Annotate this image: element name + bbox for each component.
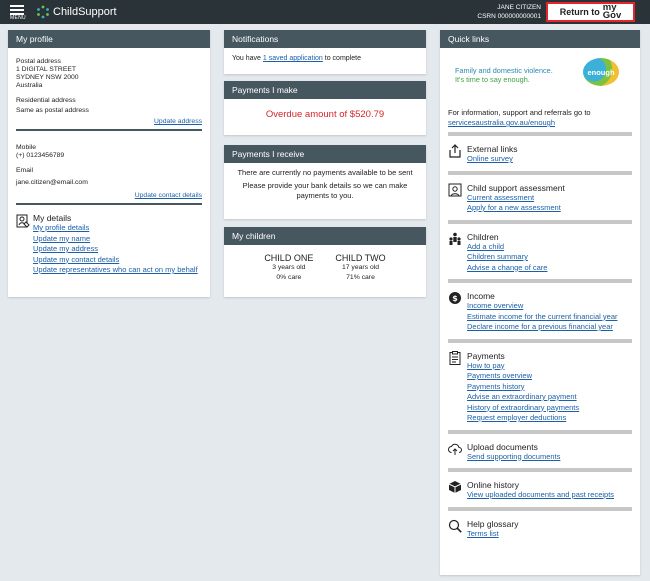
declare-income-link[interactable]: Declare income for a previous financial year <box>467 322 613 331</box>
payments-i-receive-card <box>224 145 426 219</box>
payments-icon <box>448 351 462 365</box>
help-icon <box>448 519 462 533</box>
income-section <box>448 287 632 335</box>
section-title: Payments <box>467 350 505 361</box>
update-address-link[interactable]: Update address <box>154 118 202 125</box>
svg-text:$: $ <box>452 294 458 303</box>
history-icon <box>448 480 462 494</box>
mygov-logo <box>603 4 621 20</box>
notifications-text-pre: You have <box>232 55 263 62</box>
section-title: Child support assessment <box>467 182 565 193</box>
child-name: CHILD TWO <box>335 253 386 263</box>
my-children-header: My children <box>224 227 426 245</box>
upload-section <box>448 438 632 465</box>
payments-history-link[interactable]: Payments history <box>467 381 525 391</box>
my-profile-header: My profile <box>8 30 210 48</box>
my-profile-details-link[interactable]: My profile details <box>33 223 90 232</box>
advise-extraordinary-payment-link[interactable]: Advise an extraordinary payment <box>467 392 577 401</box>
banner-line-2: It's time to say enough. <box>455 75 530 84</box>
section-title: Online history <box>467 480 519 490</box>
postal-line-1: 1 DIGITAL STREET <box>16 66 77 73</box>
menu-button[interactable] <box>10 5 26 21</box>
enough-logo <box>583 58 619 86</box>
email-value: jane.citizen@email.com <box>16 179 88 186</box>
divider <box>16 203 202 205</box>
profile-details-icon <box>16 214 30 228</box>
section-title: Income <box>467 291 495 301</box>
return-to-label: Return to <box>559 7 600 17</box>
app-title: ChildSupport <box>53 6 117 18</box>
section-title: External links <box>467 144 518 154</box>
upload-icon <box>448 442 462 456</box>
child-name: CHILD ONE <box>264 253 314 263</box>
my-details-title: My details <box>33 213 72 223</box>
enough-logo-text: enough <box>587 67 615 77</box>
update-contact-details-link[interactable]: Update my contact details <box>33 254 120 264</box>
fdv-banner[interactable] <box>448 54 632 100</box>
banner-line-1: Family and domestic violence. <box>455 66 553 75</box>
section-title: Upload documents <box>467 441 538 452</box>
online-survey-link[interactable]: Online survey <box>467 154 513 163</box>
child-age: 17 years old <box>341 264 380 271</box>
postal-line-3: Australia <box>16 82 43 89</box>
external-links-section <box>448 140 632 167</box>
quick-links-header: Quick links <box>440 30 640 48</box>
children-summary-link[interactable]: Children summary <box>467 252 528 261</box>
enough-link[interactable]: servicesaustralia.gov.au/enough <box>448 118 556 127</box>
divider <box>16 129 202 131</box>
estimate-income-link[interactable]: Estimate income for the current financial year <box>467 311 618 321</box>
menu-label: MENU <box>10 15 26 21</box>
bank-details-text: Please provide your bank details so we can make payments to you. <box>242 181 408 200</box>
change-of-care-link[interactable]: Advise a change of care <box>467 262 548 272</box>
payments-overview-link[interactable]: Payments overview <box>467 371 533 380</box>
return-to-mygov-button[interactable] <box>546 2 635 22</box>
mygov-logo-bottom: Gov <box>602 10 622 21</box>
my-profile-card <box>8 30 210 297</box>
notifications-header: Notifications <box>224 30 426 48</box>
divider <box>448 279 632 283</box>
update-representatives-link[interactable]: Update representatives who can act on my behalf <box>33 265 198 274</box>
my-children-card <box>224 227 426 297</box>
hamburger-icon <box>10 5 24 7</box>
divider <box>448 339 632 343</box>
top-bar <box>0 0 650 24</box>
child-care: 71% care <box>346 274 375 281</box>
divider <box>448 132 632 136</box>
external-link-icon <box>448 144 462 158</box>
hamburger-icon-line <box>10 9 24 11</box>
email-label: Email <box>16 167 33 174</box>
payments-section <box>448 347 632 426</box>
user-info <box>477 4 541 21</box>
online-history-section <box>448 476 632 503</box>
payments-i-make-header: Payments I make <box>224 81 426 99</box>
income-overview-link[interactable]: Income overview <box>467 301 524 310</box>
add-child-link[interactable]: Add a child <box>467 241 505 251</box>
apply-new-assessment-link[interactable]: Apply for a new assessment <box>467 203 561 212</box>
child-care: 0% care <box>276 274 302 281</box>
postal-address-label: Postal address <box>16 58 61 65</box>
overdue-amount: Overdue amount of $520.79 <box>265 109 385 120</box>
saved-application-link[interactable]: 1 saved application <box>262 55 323 62</box>
user-csrn: CSRN 000000000001 <box>477 12 541 20</box>
children-icon <box>448 232 462 246</box>
no-payments-text: There are currently no payments available to be sent <box>237 168 413 177</box>
mobile-value: (+) 0123456789 <box>16 152 65 159</box>
residential-address-label: Residential address <box>16 97 76 104</box>
update-name-link[interactable]: Update my name <box>33 233 91 243</box>
residential-address-value: Same as postal address <box>16 107 89 114</box>
assessment-icon <box>448 183 462 197</box>
divider <box>448 171 632 175</box>
divider <box>448 468 632 472</box>
mygov-logo-top: my <box>602 2 617 13</box>
child-item[interactable] <box>335 253 385 283</box>
employer-deductions-link[interactable]: Request employer deductions <box>467 413 567 422</box>
user-name: JANE CITIZEN <box>497 4 541 11</box>
section-title: Children <box>467 231 499 242</box>
info-text: For information, support and referrals go to <box>448 108 591 117</box>
notifications-card <box>224 30 426 74</box>
assessment-section <box>448 179 632 216</box>
payments-i-make-card <box>224 81 426 135</box>
child-item[interactable] <box>264 253 313 283</box>
how-to-pay-link[interactable]: How to pay <box>467 360 505 370</box>
divider <box>448 220 632 224</box>
mobile-label: Mobile <box>16 144 37 151</box>
divider <box>448 430 632 434</box>
section-title: Help glossary <box>467 518 519 529</box>
childsupport-logo-icon <box>36 5 50 19</box>
quick-links-card <box>440 30 640 575</box>
update-contact-link[interactable]: Update contact details <box>134 192 202 199</box>
divider <box>448 507 632 511</box>
help-glossary-section <box>448 515 632 542</box>
send-documents-link[interactable]: Send supporting documents <box>467 451 561 461</box>
current-assessment-link[interactable]: Current assessment <box>467 192 535 202</box>
children-section <box>448 228 632 276</box>
terms-list-link[interactable]: Terms list <box>467 528 499 538</box>
postal-line-2: SYDNEY NSW 2000 <box>16 74 79 81</box>
notifications-text-post: to complete <box>322 55 361 62</box>
extraordinary-payments-history-link[interactable]: History of extraordinary payments <box>467 402 580 412</box>
update-address-link-2[interactable]: Update my address <box>33 244 99 253</box>
income-icon <box>448 291 462 305</box>
payments-i-receive-header: Payments I receive <box>224 145 426 163</box>
uploaded-documents-link[interactable]: View uploaded documents and past receipts <box>467 490 615 499</box>
child-age: 3 years old <box>272 264 306 271</box>
